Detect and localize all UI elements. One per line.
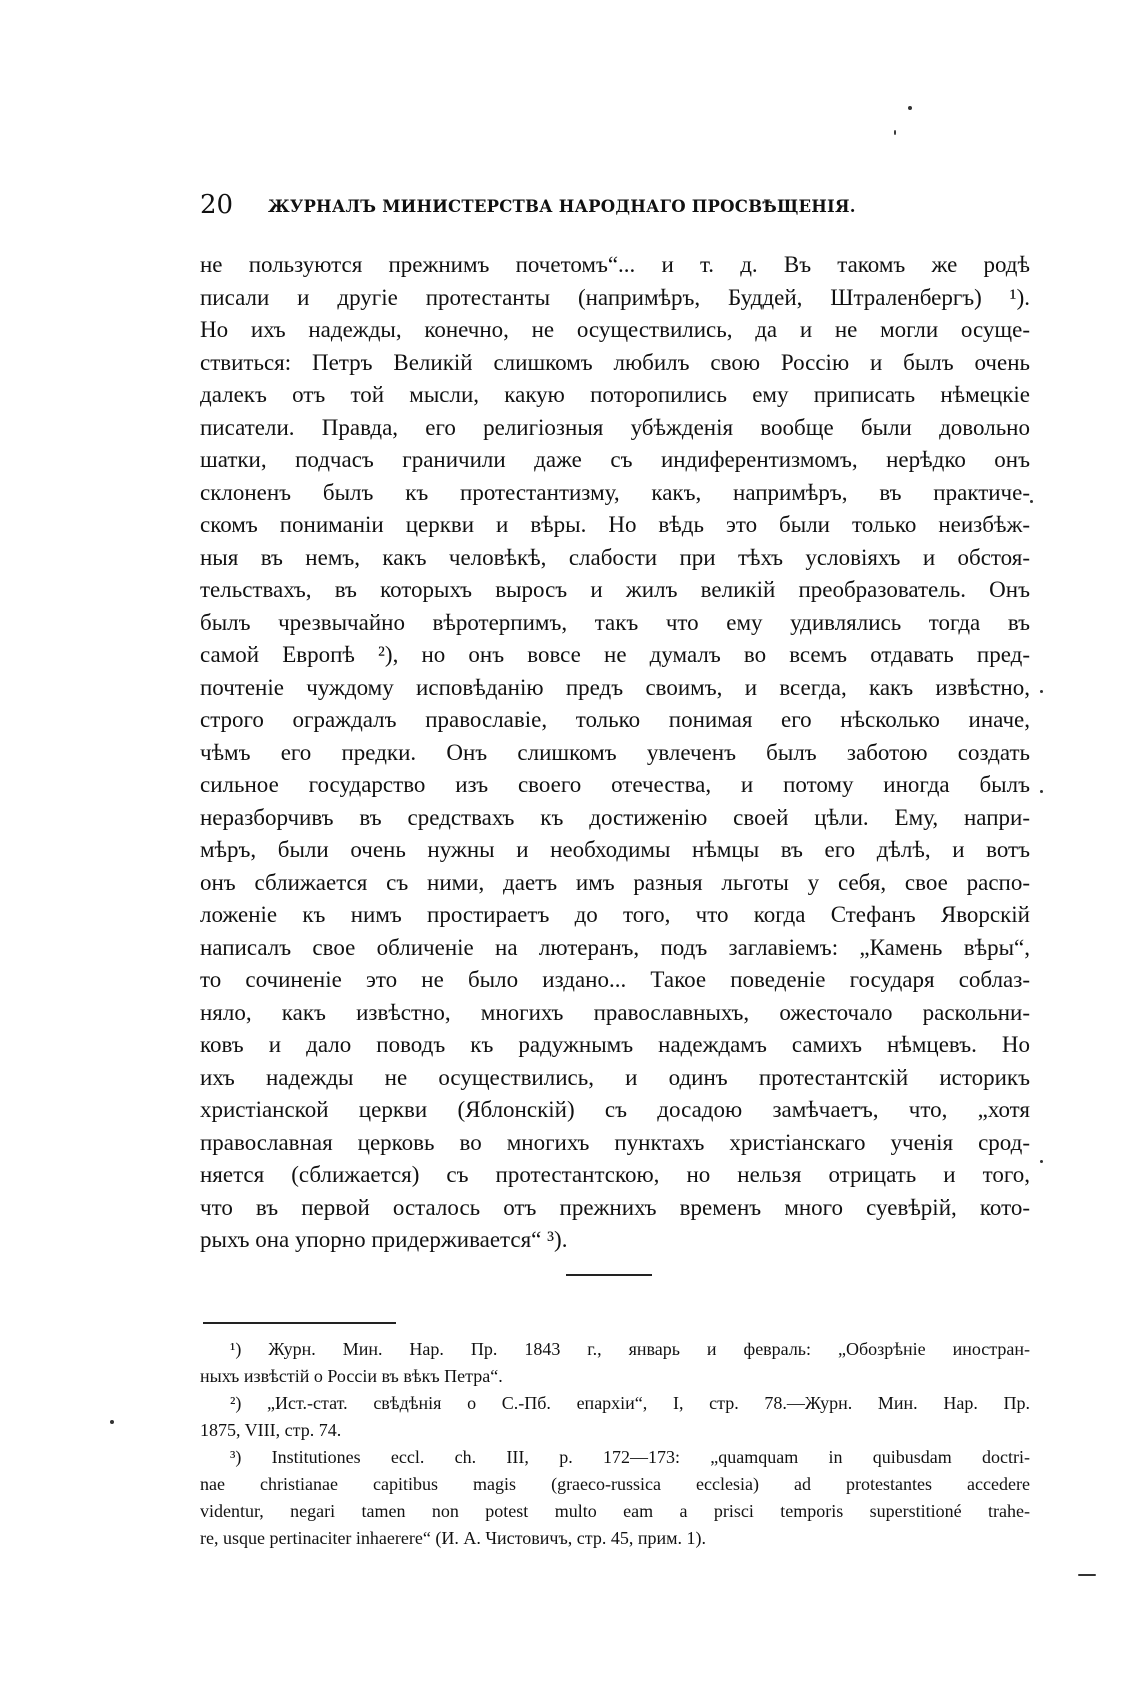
- text-line: неразборчивъ въ средствахъ къ достиженію своей цѣли. Ему, напри-: [200, 804, 1030, 830]
- running-title: ЖУРНАЛЪ МИНИСТЕРСТВА НАРОДНАГО ПРОСВѢЩЕНІЯ.: [268, 197, 856, 216]
- footnote-2: [200, 1390, 1030, 1444]
- footnote-3: [200, 1444, 1030, 1552]
- scan-speck: [908, 106, 912, 110]
- scan-speck: [1078, 1574, 1096, 1576]
- footnote-line: re, usque pertinaciter inhaerere“ (И. А. Чистовичъ, стр. 45, прим. 1).: [200, 1528, 707, 1548]
- footnote-line: 1875, VIII, стр. 74.: [200, 1420, 342, 1440]
- text-line: самой Европѣ ²), но онъ вовсе не думалъ во всемъ отдавать пред-: [200, 642, 1030, 667]
- page-header: [200, 190, 1030, 224]
- scan-speck: [1030, 500, 1033, 503]
- scan-speck: [1040, 690, 1043, 693]
- text-line: христіанской церкви (Яблонскій) съ досадою замѣчаетъ, что, „хотя: [200, 1097, 1030, 1122]
- text-line: Но ихъ надежды, конечно, не осуществились, да и не могли осуще-: [200, 317, 1030, 342]
- footnote-line: ¹) Журн. Мин. Нар. Пр. 1843 г., январь и февраль: „Обозрѣніе иностран-: [230, 1339, 1030, 1359]
- text-line: тельствахъ, въ которыхъ выросъ и жилъ великій преобразователь. Онъ: [200, 577, 1030, 602]
- footnote-1: [200, 1336, 1030, 1390]
- text-line: не пользуются прежнимъ почетомъ“... и т. д. Въ такомъ же родѣ: [200, 252, 1030, 277]
- text-line: чѣмъ его предки. Онъ слишкомъ увлеченъ былъ заботою создать: [200, 739, 1030, 765]
- footnote-line: nae christianae capitibus magis (graeco-russica ecclesia) ad protestantes accedere: [200, 1474, 1030, 1494]
- footnote-line: videntur, negari tamen non potest multo eam a prisci temporis superstitioné trahe-: [200, 1501, 1030, 1521]
- scan-speck: [1040, 790, 1043, 793]
- text-line: православная церковь во многихъ пунктахъ христіанскаго ученія срод-: [200, 1129, 1030, 1155]
- text-line: мѣръ, были очень нужны и необходимы нѣмцы въ его дѣлѣ, и вотъ: [200, 837, 1030, 862]
- footnotes: [200, 1336, 1030, 1552]
- scan-speck: [894, 130, 896, 135]
- text-line: рыхъ она упорно придерживается“ ³).: [200, 1227, 568, 1252]
- text-line: скомъ пониманіи церкви и вѣры. Но вѣдь это были только неизбѣж-: [200, 512, 1030, 537]
- text-line: онъ сближается съ ними, даетъ имъ разныя льготы у себя, свое распо-: [200, 869, 1030, 895]
- text-line: ихъ надежды не осуществились, и одинъ протестантскій историкъ: [200, 1064, 1030, 1090]
- text-line: ствиться: Петръ Великій слишкомъ любилъ свою Россію и былъ очень: [200, 349, 1030, 375]
- text-line: что въ первой осталось отъ прежнихъ временъ много суевѣрій, кото-: [200, 1194, 1030, 1220]
- text-line: няло, какъ извѣстно, многихъ православныхъ, ожесточало раскольни-: [200, 999, 1030, 1025]
- scan-speck: [110, 1420, 114, 1424]
- main-text: [200, 249, 1030, 1257]
- text-line: писатели. Правда, его религіозныя убѣжденія вообще были довольно: [200, 414, 1030, 440]
- text-line: былъ чрезвычайно вѣротерпимъ, такъ что ему удивлялись тогда въ: [200, 609, 1030, 635]
- page-number: 20: [200, 190, 234, 220]
- text-line: ложеніе къ нимъ простираетъ до того, что когда Стефанъ Яворскій: [200, 902, 1030, 927]
- text-line: ныя въ немъ, какъ человѣкѣ, слабости при тѣхъ условіяхъ и обстоя-: [200, 544, 1030, 570]
- text-line: то сочиненіе это не было издано... Такое поведеніе государя соблаз-: [200, 967, 1030, 992]
- text-line: няется (сближается) съ протестантскою, но нельзя отрицать и того,: [200, 1162, 1030, 1187]
- footnote-line: ныхъ извѣстій о Россіи въ вѣкъ Петра“.: [200, 1366, 503, 1386]
- text-line: написалъ свое обличеніе на лютеранъ, подъ заглавіемъ: „Камень вѣры“,: [200, 934, 1030, 960]
- text-line: ковъ и дало поводъ къ радужнымъ надеждамъ самихъ нѣмцевъ. Но: [200, 1032, 1030, 1057]
- scan-speck: [1040, 1160, 1043, 1163]
- text-line: писали и другіе протестанты (напримѣръ, Буддей, Штраленбергъ) ¹).: [200, 284, 1030, 310]
- text-line: склоненъ былъ къ протестантизму, какъ, напримѣръ, въ практиче-: [200, 479, 1030, 505]
- footnote-line: ²) „Ист.-стат. свѣдѣнія о С.-Пб. епархіи“, I, стр. 78.—Журн. Мин. Нар. Пр.: [230, 1393, 1030, 1413]
- text-line: шатки, подчасъ граничили даже съ индиферентизмомъ, нерѣдко онъ: [200, 447, 1030, 472]
- section-end-rule: [566, 1274, 652, 1276]
- text-line: сильное государство изъ своего отечества, и потому иногда былъ: [200, 772, 1030, 797]
- footnote-line: ³) Institutiones eccl. ch. III, p. 172—173: „quamquam in quibusdam doctri-: [230, 1447, 1030, 1467]
- footnote-separator: [203, 1322, 396, 1324]
- text-line: строго ограждалъ православіе, только понимая его нѣсколько иначе,: [200, 707, 1030, 732]
- text-line: далекъ отъ той мысли, какую поторопились ему приписать нѣмецкіе: [200, 382, 1030, 407]
- text-line: почтеніе чуждому исповѣданію предъ своимъ, и всегда, какъ извѣстно,: [200, 674, 1030, 700]
